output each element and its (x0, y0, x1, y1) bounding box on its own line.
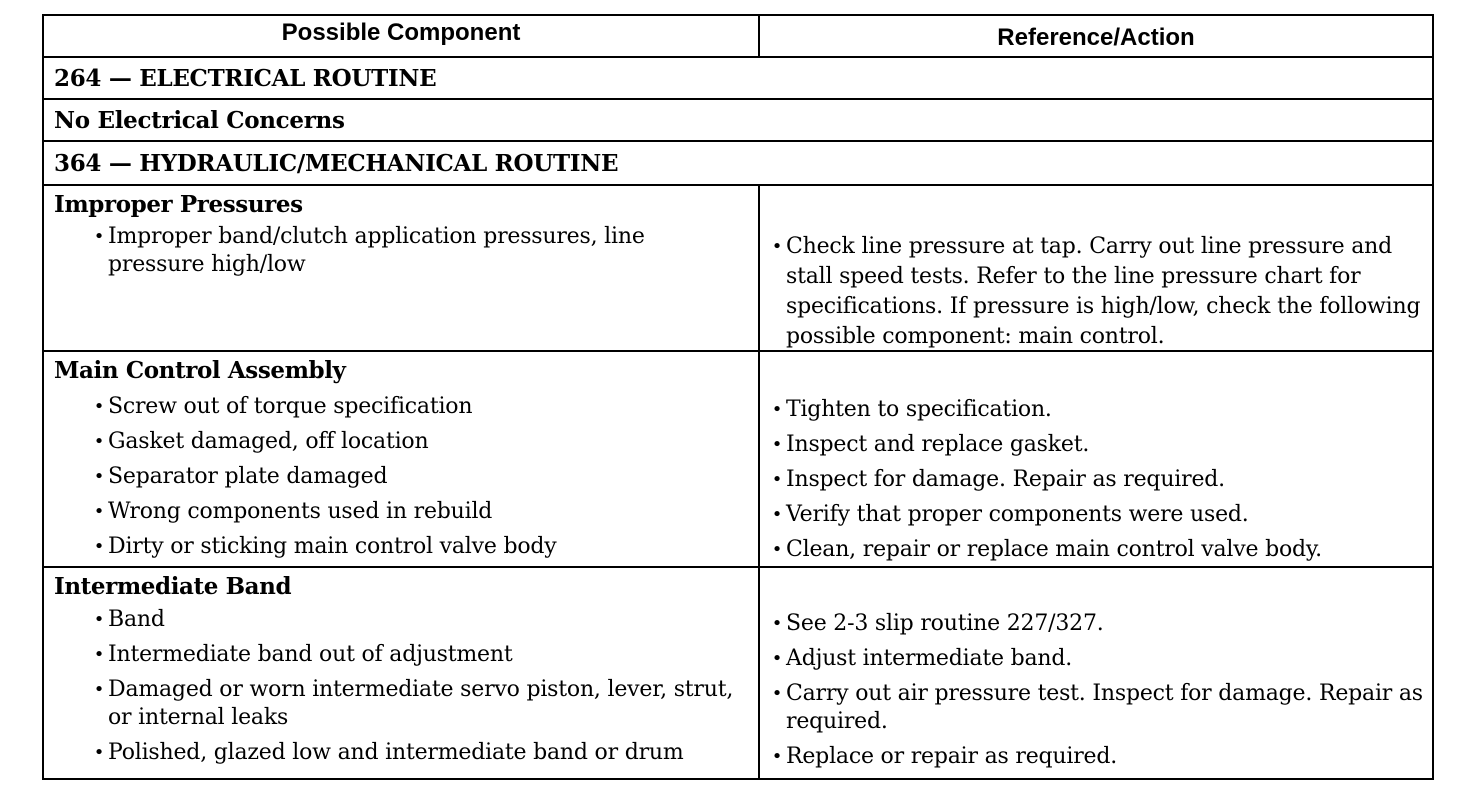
section-title: Improper Pressures (54, 191, 303, 218)
bullet-icon: • (771, 399, 783, 420)
list-item (760, 501, 1432, 529)
list-item (760, 536, 1432, 564)
bullet-icon: • (93, 609, 105, 630)
bullet-icon: • (93, 644, 105, 665)
electrical-routine-row: 264 — ELECTRICAL ROUTINE (44, 58, 1432, 100)
section-title: Main Control Assembly (54, 357, 346, 384)
list-item (44, 533, 758, 561)
section-row-intermediate-band (44, 568, 1432, 778)
component-cell (44, 352, 760, 566)
bullet-icon: • (771, 613, 783, 634)
bullet-icon: • (771, 236, 783, 257)
bullet-icon: • (93, 679, 105, 700)
action-cell (760, 186, 1432, 350)
action-text: Replace or repair as required. (786, 744, 1118, 769)
component-text: Screw out of torque specification (108, 394, 473, 419)
section-row-main-control (44, 352, 1432, 568)
action-text: Inspect and replace gasket. (786, 432, 1090, 457)
action-text: Tighten to specification. (786, 397, 1052, 422)
action-cell (760, 568, 1432, 778)
bullet-icon: • (93, 501, 105, 522)
bullet-icon: • (771, 539, 783, 560)
bullet-icon: • (771, 648, 783, 669)
list-item (760, 610, 1432, 638)
component-text: Dirty or sticking main control valve body (108, 534, 557, 559)
bullet-icon: • (771, 683, 783, 704)
bullet-icon: • (771, 469, 783, 490)
component-text: Separator plate damaged (108, 464, 388, 489)
list-item (760, 232, 1432, 352)
list-item (44, 428, 758, 456)
list-item (760, 431, 1432, 459)
diagnostic-table (42, 14, 1434, 780)
bullet-icon: • (93, 396, 105, 417)
list-item (44, 223, 758, 279)
component-cell (44, 186, 760, 350)
component-text: Polished, glazed low and intermediate band or drum (108, 740, 684, 765)
component-text: Band (108, 607, 165, 632)
bullet-icon: • (93, 466, 105, 487)
action-text: Inspect for damage. Repair as required. (786, 467, 1225, 492)
component-text: Intermediate band out of adjustment (108, 642, 513, 667)
bullet-icon: • (771, 504, 783, 525)
list-item (44, 641, 758, 669)
component-text: Improper band/clutch application pressures, line pressure high/low (108, 224, 645, 277)
bullet-icon: • (93, 226, 105, 247)
component-text: Wrong components used in rebuild (108, 499, 493, 524)
bullet-icon: • (771, 434, 783, 455)
header-possible-component: Possible Component (44, 16, 760, 56)
list-item (760, 680, 1432, 736)
list-item (44, 393, 758, 421)
component-text: Damaged or worn intermediate servo piston, lever, strut, or internal leaks (108, 677, 734, 730)
list-item (760, 743, 1432, 771)
section-row-improper-pressures (44, 186, 1432, 352)
action-text: Check line pressure at tap. Carry out line pressure and stall speed tests. Refer to the line pressure chart for specifications. If pressure is high/low, check the following possible component: main control. (786, 234, 1421, 349)
hydraulic-routine-row: 364 — HYDRAULIC/MECHANICAL ROUTINE (44, 142, 1432, 186)
bullet-icon: • (771, 746, 783, 767)
bullet-icon: • (93, 431, 105, 452)
section-title: Intermediate Band (54, 573, 292, 600)
header-reference-action: Reference/Action (997, 24, 1195, 51)
component-text: Gasket damaged, off location (108, 429, 429, 454)
bullet-icon: • (93, 742, 105, 763)
list-item (44, 606, 758, 634)
action-text: See 2-3 slip routine 227/327. (786, 611, 1104, 636)
list-item (44, 739, 758, 767)
component-cell (44, 568, 760, 778)
action-text: Clean, repair or replace main control valve body. (786, 537, 1322, 562)
bullet-icon: • (93, 536, 105, 557)
list-item (760, 396, 1432, 424)
no-electrical-concerns-row: No Electrical Concerns (44, 100, 1432, 142)
list-item (44, 498, 758, 526)
list-item (760, 466, 1432, 494)
action-text: Carry out air pressure test. Inspect for damage. Repair as required. (786, 681, 1423, 734)
action-cell (760, 352, 1432, 566)
action-text: Verify that proper components were used. (786, 502, 1249, 527)
list-item (760, 645, 1432, 673)
list-item (44, 676, 758, 732)
action-text: Adjust intermediate band. (786, 646, 1073, 671)
list-item (44, 463, 758, 491)
header-row (44, 16, 1432, 58)
